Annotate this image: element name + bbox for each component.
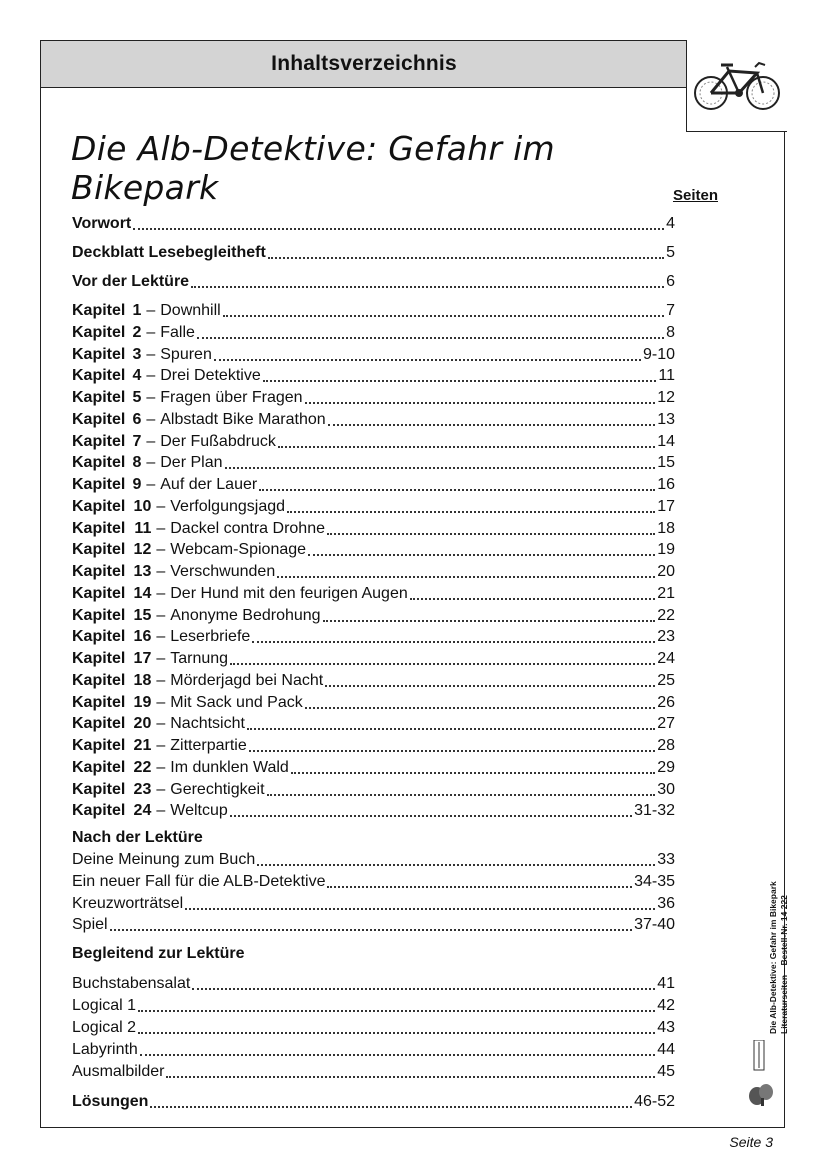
dot-leader	[191, 285, 664, 288]
chapter-number: 10	[133, 497, 152, 515]
chapter-title: Zitterpartie	[170, 737, 247, 754]
chapter-number: 3	[132, 345, 142, 363]
chapter-word: Kapitel	[72, 345, 126, 363]
toc-entry-label	[72, 974, 190, 994]
chapter-row	[72, 801, 675, 821]
toc-entry-text: Deckblatt Lesebegleitheft	[72, 244, 266, 261]
chapter-word: Kapitel	[72, 584, 126, 602]
dot-leader	[267, 793, 656, 796]
toc-entry-label	[72, 1062, 164, 1082]
toc-row	[72, 1018, 675, 1038]
side-imprint-title: Die Alb-Detektive: Gefahr im Bikepark	[768, 881, 778, 1034]
toc-row-solutions	[72, 1092, 675, 1112]
chapter-number: 9	[132, 476, 142, 493]
header-title: Inhaltsverzeichnis	[271, 52, 457, 75]
chapter-number: 22	[133, 758, 152, 776]
dot-leader	[249, 749, 655, 752]
toc-entry-page: 24	[657, 650, 675, 667]
chapter-word: Kapitel	[72, 497, 126, 515]
dot-leader	[305, 401, 656, 404]
chapter-word: Kapitel	[72, 389, 126, 406]
toc-entry-page: 8	[666, 323, 675, 341]
toc-entry-page: 14	[657, 432, 675, 450]
toc-entry-label	[72, 475, 257, 495]
chapter-number: 19	[133, 693, 152, 711]
toc-entry-label	[72, 693, 303, 713]
toc-row	[72, 214, 675, 234]
toc-row	[72, 243, 675, 263]
toc-entry-page: 25	[657, 671, 675, 689]
toc-entry-label	[72, 410, 326, 430]
chapter-word: Kapitel	[72, 432, 126, 450]
chapter-row	[72, 540, 675, 560]
toc-entry-label	[72, 850, 255, 870]
toc-entry-page: 44	[657, 1041, 675, 1058]
chapter-title: Im dunklen Wald	[170, 758, 289, 776]
chapter-word: Kapitel	[72, 802, 126, 820]
chapter-word: Kapitel	[72, 302, 126, 319]
toc-entry-label	[72, 996, 136, 1016]
toc-entry-label	[72, 519, 325, 539]
toc-entry-page: 26	[657, 693, 675, 711]
toc-entry-page: 19	[657, 541, 675, 559]
chapter-word: Kapitel	[72, 671, 126, 689]
chapter-row	[72, 736, 675, 756]
dot-leader	[225, 466, 656, 469]
toc-entry-text: Buchstabensalat	[72, 975, 191, 992]
toc-entry-text: Logical 1	[72, 997, 137, 1014]
chapter-dash: –	[146, 389, 156, 406]
toc-entry-label	[72, 453, 223, 473]
toc-entry-page: 4	[666, 215, 675, 232]
chapter-word: Kapitel	[72, 519, 126, 537]
page-number: Seite 3	[729, 1134, 773, 1150]
chapter-row	[72, 301, 675, 321]
toc-entry-page: 7	[666, 302, 675, 319]
chapter-row	[72, 780, 675, 800]
chapter-row	[72, 693, 675, 713]
chapter-dash: –	[146, 323, 156, 341]
toc-entry-label	[72, 1018, 136, 1038]
toc-entry-label	[72, 915, 108, 935]
toc-entry-page: 21	[657, 584, 675, 602]
dot-leader	[327, 532, 655, 535]
toc-entry-label	[72, 714, 245, 734]
toc-entry-text: Lösungen	[72, 1093, 149, 1110]
chapter-row	[72, 562, 675, 582]
toc-entry-page: 16	[657, 476, 675, 493]
dot-leader	[323, 619, 656, 622]
toc-entry-label	[72, 649, 228, 669]
toc-entry-page: 41	[657, 975, 675, 992]
dot-leader	[327, 885, 632, 888]
chapter-dash: –	[146, 367, 156, 385]
toc-entry-label	[72, 872, 325, 892]
toc-row	[72, 1062, 675, 1082]
chapter-row	[72, 388, 675, 408]
dot-leader	[247, 727, 655, 730]
dot-leader	[291, 771, 655, 774]
section-title-after: Nach der Lektüre	[72, 829, 203, 846]
dot-leader	[268, 256, 664, 259]
chapter-row	[72, 758, 675, 778]
chapter-dash: –	[146, 454, 156, 472]
toc-row	[72, 894, 675, 914]
chapter-number: 21	[133, 737, 152, 754]
toc-entry-label	[72, 801, 228, 821]
toc-entry-page: 33	[657, 851, 675, 868]
chapter-number: 17	[133, 650, 152, 667]
dot-leader	[410, 597, 655, 600]
chapter-row	[72, 410, 675, 430]
dot-leader	[110, 928, 633, 931]
chapter-word: Kapitel	[72, 454, 126, 472]
chapter-title: Spuren	[160, 345, 212, 363]
toc-entry-label	[72, 214, 131, 234]
side-imprint	[748, 858, 788, 1034]
toc-entry-label	[72, 272, 189, 292]
chapter-title: Anonyme Bedrohung	[170, 606, 321, 624]
chapter-word: Kapitel	[72, 410, 126, 428]
dot-leader	[230, 662, 655, 665]
chapter-row	[72, 497, 675, 517]
dot-leader	[185, 907, 655, 910]
toc-entry-text: Vorwort	[72, 215, 132, 232]
chapter-row	[72, 671, 675, 691]
toc-entry-label	[72, 736, 247, 756]
toc-entry-page: 34-35	[634, 872, 675, 890]
chapter-row	[72, 366, 675, 386]
chapter-title: Der Hund mit den feurigen Augen	[170, 584, 408, 602]
chapter-dash: –	[156, 693, 166, 711]
dot-leader	[252, 640, 655, 643]
toc-entry-page: 5	[666, 244, 675, 261]
toc-entry-label	[72, 497, 285, 517]
chapter-word: Kapitel	[72, 693, 126, 711]
book-title: Die Alb-Detektive: Gefahr im Bikepark	[71, 129, 555, 207]
dot-leader	[138, 1031, 655, 1034]
dot-leader	[305, 706, 655, 709]
toc-entry-label	[72, 388, 303, 408]
chapter-number: 1	[132, 302, 142, 319]
chapter-dash: –	[156, 628, 166, 646]
chapter-number: 14	[133, 584, 152, 602]
chapter-dash: –	[156, 758, 166, 776]
chapter-row	[72, 323, 675, 343]
chapter-dash: –	[146, 345, 156, 363]
section-title-accompany: Begleitend zur Lektüre	[72, 945, 245, 962]
dot-leader	[328, 423, 656, 426]
toc-entry-label	[72, 758, 289, 778]
chapter-dash: –	[146, 432, 156, 450]
chapter-row	[72, 432, 675, 452]
toc-entry-text: Vor der Lektüre	[72, 273, 190, 290]
toc-row	[72, 850, 675, 870]
chapter-word: Kapitel	[72, 650, 126, 667]
toc-entry-label	[72, 243, 266, 263]
chapter-row	[72, 519, 675, 539]
toc-entry-label	[72, 366, 261, 386]
chapter-number: 16	[133, 628, 152, 646]
chapter-title: Verfolgungsjagd	[170, 497, 286, 515]
toc-entry-page: 43	[657, 1019, 675, 1036]
chapter-word: Kapitel	[72, 541, 126, 559]
chapter-number: 24	[133, 802, 152, 820]
dot-leader	[150, 1105, 632, 1108]
chapter-row	[72, 345, 675, 365]
dot-leader	[197, 336, 664, 339]
dot-leader	[133, 227, 664, 230]
chapter-number: 12	[133, 541, 152, 559]
bike-image-box	[686, 40, 787, 132]
chapter-dash: –	[156, 650, 166, 667]
toc-entry-page: 42	[657, 997, 675, 1014]
toc-entry-label	[72, 323, 195, 343]
chapter-title: Webcam-Spionage	[170, 541, 307, 559]
dot-leader	[230, 814, 632, 817]
chapter-row	[72, 606, 675, 626]
chapter-dash: –	[156, 497, 166, 515]
chapter-number: 2	[132, 323, 142, 341]
toc-entry-page: 23	[657, 628, 675, 646]
chapter-title: Der Fußabdruck	[160, 432, 276, 450]
toc-entry-label	[72, 627, 250, 647]
chapter-dash: –	[156, 737, 166, 754]
dot-leader	[259, 488, 655, 491]
dot-leader	[140, 1053, 655, 1056]
toc-entry-text: Deine Meinung zum Buch	[72, 851, 256, 868]
toc-entry-text: Kreuzworträtsel	[72, 894, 184, 912]
toc-entry-label	[72, 671, 323, 691]
chapter-word: Kapitel	[72, 606, 126, 624]
dot-leader	[214, 358, 641, 361]
toc-entry-page: 30	[657, 780, 675, 798]
chapter-row	[72, 627, 675, 647]
dot-leader	[192, 987, 655, 990]
chapter-title: Nachtsicht	[170, 715, 245, 733]
toc-entry-page: 15	[657, 454, 675, 472]
toc-row	[72, 872, 675, 892]
chapter-number: 15	[133, 606, 152, 624]
toc-entry-label	[72, 894, 183, 914]
dot-leader	[325, 684, 655, 687]
chapter-title: Leserbriefe	[170, 628, 251, 646]
chapter-dash: –	[156, 519, 166, 537]
dot-leader	[138, 1009, 655, 1012]
chapter-word: Kapitel	[72, 476, 126, 493]
dot-leader	[166, 1075, 655, 1078]
dot-leader	[278, 445, 655, 448]
chapter-title: Weltcup	[170, 802, 228, 820]
toc-entry-label	[72, 345, 212, 365]
pages-column-header: Seiten	[672, 187, 718, 204]
toc-entry-page: 6	[666, 273, 675, 290]
bicycle-icon	[691, 55, 783, 117]
toc-entry-label	[72, 1092, 148, 1112]
chapter-row	[72, 475, 675, 495]
chapter-word: Kapitel	[72, 758, 126, 776]
chapter-word: Kapitel	[72, 563, 126, 580]
chapter-number: 7	[132, 432, 142, 450]
chapter-title: Auf der Lauer	[160, 476, 258, 493]
chapter-dash: –	[156, 802, 166, 820]
dot-leader	[263, 379, 657, 382]
toc-entry-text: Logical 2	[72, 1019, 137, 1036]
chapter-title: Dackel contra Drohne	[170, 519, 325, 537]
kohl-verlag-tree-logo	[748, 1040, 778, 1110]
chapter-dash: –	[146, 302, 156, 319]
toc-entry-text: Labyrinth	[72, 1041, 138, 1058]
chapter-number: 5	[132, 389, 142, 406]
toc-entry-page: 28	[657, 737, 675, 754]
chapter-dash: –	[156, 606, 166, 624]
toc-entry-page: 29	[657, 758, 675, 776]
chapter-dash: –	[156, 780, 166, 798]
dot-leader	[287, 510, 655, 513]
toc-entry-page: 13	[657, 410, 675, 428]
toc-entry-page: 20	[657, 563, 675, 580]
chapter-title: Albstadt Bike Marathon	[160, 410, 326, 428]
toc-entry-page: 17	[657, 497, 675, 515]
chapter-dash: –	[146, 410, 156, 428]
chapter-number: 13	[133, 563, 152, 580]
chapter-row	[72, 714, 675, 734]
chapter-title: Gerechtigkeit	[170, 780, 265, 798]
chapter-number: 4	[132, 367, 142, 385]
chapter-number: 23	[133, 780, 152, 798]
chapter-title: Mit Sack und Pack	[170, 693, 303, 711]
toc-entry-text: Ein neuer Fall für die ALB-Detektive	[72, 872, 326, 890]
toc-entry-page: 9-10	[642, 345, 675, 363]
toc-entry-page: 46-52	[634, 1093, 675, 1110]
chapter-number: 11	[134, 519, 152, 537]
toc-entry-page: 36	[657, 894, 675, 912]
chapter-dash: –	[156, 584, 166, 602]
toc-row	[72, 996, 675, 1016]
toc-entry-page: 31-32	[634, 802, 675, 820]
toc-row	[72, 915, 675, 935]
toc-entry-page: 45	[657, 1063, 675, 1080]
toc-entry-page: 27	[657, 715, 675, 733]
chapter-word: Kapitel	[72, 367, 126, 385]
section-header	[41, 41, 687, 88]
toc-entry-page: 22	[657, 606, 675, 624]
chapter-dash: –	[156, 541, 166, 559]
toc-entry-label	[72, 1040, 138, 1060]
chapter-dash: –	[156, 671, 166, 689]
toc-row	[72, 272, 675, 292]
chapter-word: Kapitel	[72, 737, 126, 754]
toc-row	[72, 974, 675, 994]
toc-entry-label	[72, 780, 265, 800]
chapter-row	[72, 649, 675, 669]
toc-entry-page: 18	[657, 519, 675, 537]
dot-leader	[277, 575, 655, 578]
chapter-title: Drei Detektive	[160, 367, 261, 385]
toc-entry-page: 37-40	[634, 916, 675, 934]
toc-entry-page: 11	[658, 367, 675, 385]
chapter-word: Kapitel	[72, 628, 126, 646]
chapter-number: 6	[132, 410, 142, 428]
toc-entry-label	[72, 540, 306, 560]
toc-entry-label	[72, 432, 276, 452]
toc-row	[72, 1040, 675, 1060]
chapter-number: 8	[132, 454, 142, 472]
chapter-title: Tarnung	[170, 650, 229, 667]
toc-entry-text: Spiel	[72, 916, 108, 934]
chapter-word: Kapitel	[72, 715, 126, 733]
chapter-word: Kapitel	[72, 780, 126, 798]
dot-leader	[223, 314, 664, 317]
toc-entry-label	[72, 562, 275, 582]
side-imprint-order: Literaturseiten – Bestell-Nr. 14 222	[779, 895, 789, 1034]
chapter-title: Downhill	[160, 302, 221, 319]
chapter-title: Verschwunden	[170, 563, 276, 580]
dot-leader	[257, 863, 655, 866]
chapter-number: 20	[133, 715, 152, 733]
chapter-dash: –	[156, 563, 166, 580]
chapter-title: Der Plan	[160, 454, 223, 472]
chapter-title: Fragen über Fragen	[160, 389, 303, 406]
chapter-dash: –	[156, 715, 166, 733]
toc-entry-page: 12	[657, 389, 675, 406]
chapter-word: Kapitel	[72, 323, 126, 341]
chapter-number: 18	[133, 671, 152, 689]
toc-entry-label	[72, 606, 321, 626]
chapter-row	[72, 584, 675, 604]
chapter-dash: –	[146, 476, 156, 493]
chapter-title: Falle	[160, 323, 195, 341]
dot-leader	[308, 553, 655, 556]
toc-entry-label	[72, 584, 408, 604]
chapter-row	[72, 453, 675, 473]
chapter-title: Mörderjagd bei Nacht	[170, 671, 324, 689]
toc-entry-text: Ausmalbilder	[72, 1063, 165, 1080]
toc-entry-label	[72, 301, 221, 321]
